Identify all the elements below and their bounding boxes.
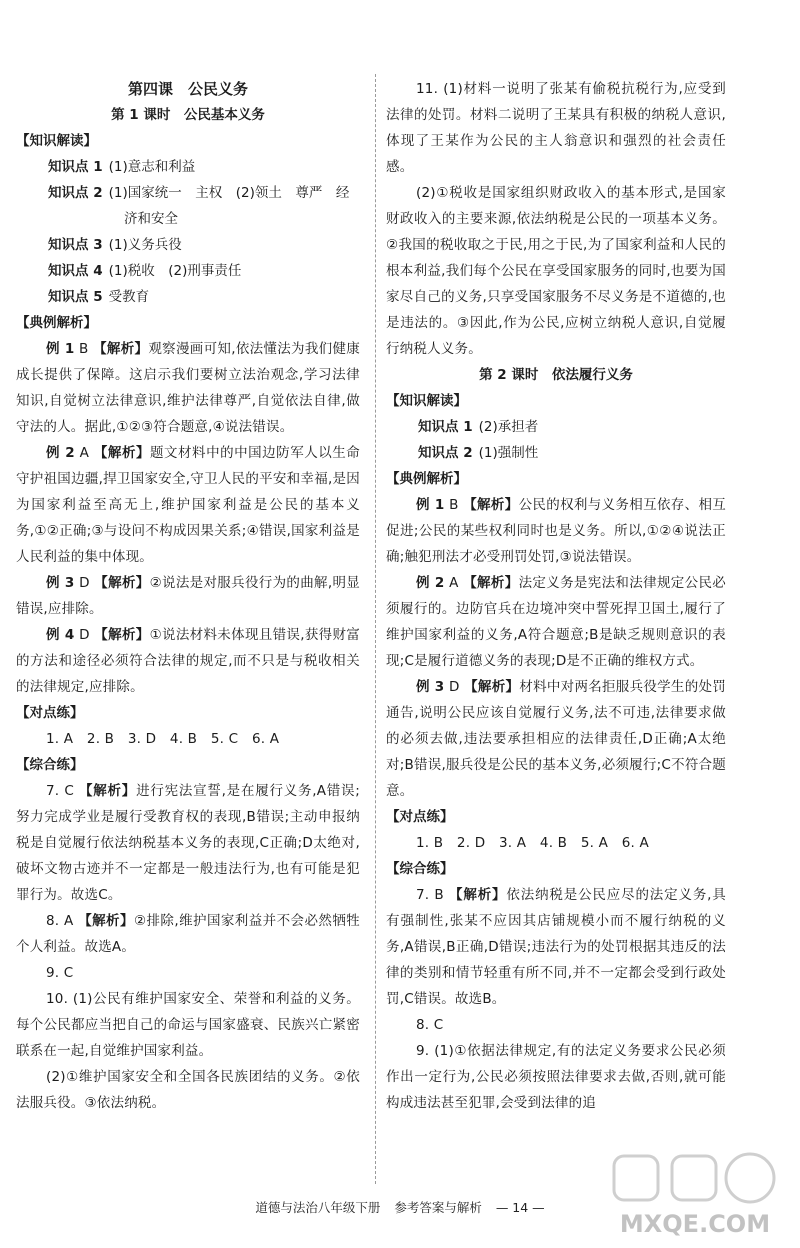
section-comprehensive: 【综合练】 — [386, 861, 454, 877]
example-item: 例 3 D 【解析】②说法是对服兵役行为的曲解,明显错误,应排除。 — [16, 575, 361, 617]
question-item: 10. (1)公民有维护国家安全、荣誉和利益的义务。每个公民都应当把自己的命运与国家盛衰、民族兴亡紧密联系在一起,自觉维护国家利益。 — [16, 991, 360, 1059]
question-item: 8. C — [416, 1017, 444, 1033]
section-examples: 【典例解析】 — [386, 471, 467, 487]
question-item: (2)①税收是国家组织财政收入的基本形式,是国家财政收入的主要来源,依法纳税是公民的一项基本义务。②我国的税收取之于民,用之于民,为了国家利益和人民的根本利益,我们每个公民在享受国家服务的同时,也要为国家尽自己的义务,只享受国家服务不尽义务是不道德的,也是违法的。③因此,作为公民,应树立纳税人意识,自觉履行纳税人义务。 — [386, 185, 726, 357]
example-item: 例 1 B 【解析】公民的权利与义务相互依存、相互促进;公民的某些权利同时也是义务。所以,①②④说法正确;触犯刑法才必受刑罚处罚,③说法错误。 — [386, 497, 726, 565]
footer-book-title: 道德与法治八年级下册 — [255, 1200, 381, 1215]
knowledge-point: 知识点 2 (1)国家统一 主权 (2)领土 尊严 经济和安全 — [48, 185, 350, 227]
section-examples: 【典例解析】 — [16, 315, 97, 331]
example-item: 例 2 A 【解析】法定义务是宪法和法律规定公民必须履行的。边防官兵在边境冲突中誓死捍卫国土,履行了维护国家利益的义务,A符合题意;B是缺乏规则意识的表现;C是履行道德义务的表现;D是不正确的维权方式。 — [386, 575, 727, 669]
question-item: 9. C — [46, 965, 74, 981]
footer-section: 参考答案与解析 — [394, 1200, 482, 1215]
period-1-title: 第 1 课时 公民基本义务 — [111, 107, 265, 123]
example-item: 例 1 B 【解析】观察漫画可知,依法懂法为我们健康成长提供了保障。这启示我们要树立法治观念,学习法律知识,自觉树立法律意识,维护法律尊严,自觉依法自律,做守法的人。据此,①②③符合题意,④说法错误。 — [16, 341, 360, 435]
watermark-text: MXQE.COM — [619, 1210, 771, 1238]
example-item: 例 2 A 【解析】题文材料中的中国边防军人以生命守护祖国边疆,捍卫国家安全,守卫人民的平安和幸福,是因为国家利益至高无上,维护国家利益是公民的基本义务,①②正确;③与设问不构成因果关系;④错误,国家利益是人民利益的集中体现。 — [16, 445, 360, 565]
watermark-logo — [600, 1148, 790, 1244]
question-item: 11. (1)材料一说明了张某有偷税抗税行为,应受到法律的处罚。材料二说明了王某具有积极的纳税人意识,体现了王某作为公民的主人翁意识和强烈的社会责任感。 — [386, 81, 726, 175]
period-2-title: 第 2 课时 依法履行义务 — [479, 367, 633, 383]
knowledge-point: 知识点 1 (2)承担者 — [418, 419, 539, 435]
section-drill: 【对点练】 — [16, 705, 84, 721]
knowledge-point: 知识点 3 (1)义务兵役 — [48, 237, 182, 253]
question-item: 9. (1)①依据法律规定,有的法定义务要求公民必须作出一定行为,公民必须按照法律要求去做,否则,就可能构成违法甚至犯罪,会受到法律的追 — [386, 1043, 726, 1111]
knowledge-point: 知识点 2 (1)强制性 — [418, 445, 539, 461]
page-number: — 14 — — [495, 1200, 545, 1215]
section-drill: 【对点练】 — [386, 809, 454, 825]
drill-answers: 1. A 2. B 3. D 4. B 5. C 6. A — [46, 731, 280, 747]
question-item: 7. C 【解析】进行宪法宣誓,是在履行义务,A错误;努力完成学业是履行受教育权的表现,B错误;主动申报纳税是自觉履行依法纳税基本义务的表现,C正确;D太绝对,破坏文物古迹并不一定都是一般违法行为,也有可能是犯罪行为。故选C。 — [16, 783, 360, 903]
right-column — [386, 76, 726, 1116]
left-column — [16, 76, 360, 1116]
lesson-title: 第四课 公民义务 — [127, 80, 248, 98]
question-item: 7. B 【解析】依法纳税是公民应尽的法定义务,具有强制性,张某不应因其店铺规模小而不履行纳税的义务,A错误,B正确,D错误;违法行为的处罚根据其违反的法律的类别和情节轻重有所不同,并不一定都会受到行政处罚,C错误。故选B。 — [386, 887, 726, 1007]
section-knowledge: 【知识解读】 — [386, 393, 467, 409]
knowledge-point: 知识点 4 (1)税收 (2)刑事责任 — [48, 263, 242, 279]
question-item: (2)①维护国家安全和全国各民族团结的义务。②依法服兵役。③依法纳税。 — [16, 1069, 360, 1111]
example-item: 例 3 D 【解析】材料中对两名拒服兵役学生的处罚通告,说明公民应该自觉履行义务,法不可违,法律要求做的必须去做,违法要承担相应的法律责任,D正确;A太绝对;B错误,服兵役是公民的基本义务,必须履行;C不符合题意。 — [386, 679, 726, 799]
drill-answers: 1. B 2. D 3. A 4. B 5. A 6. A — [416, 835, 649, 851]
section-comprehensive: 【综合练】 — [16, 757, 84, 773]
question-item: 8. A 【解析】②排除,维护国家利益并不会必然牺牲个人利益。故选A。 — [16, 913, 360, 955]
knowledge-point: 知识点 1 (1)意志和利益 — [48, 159, 196, 175]
example-item: 例 4 D 【解析】①说法材料未体现且错误,获得财富的方法和途径必须符合法律的规定,而不只是与税收相关的法律规定,应排除。 — [16, 627, 361, 695]
knowledge-point: 知识点 5 受教育 — [48, 289, 150, 305]
column-divider — [375, 74, 376, 1184]
section-knowledge: 【知识解读】 — [16, 133, 97, 149]
